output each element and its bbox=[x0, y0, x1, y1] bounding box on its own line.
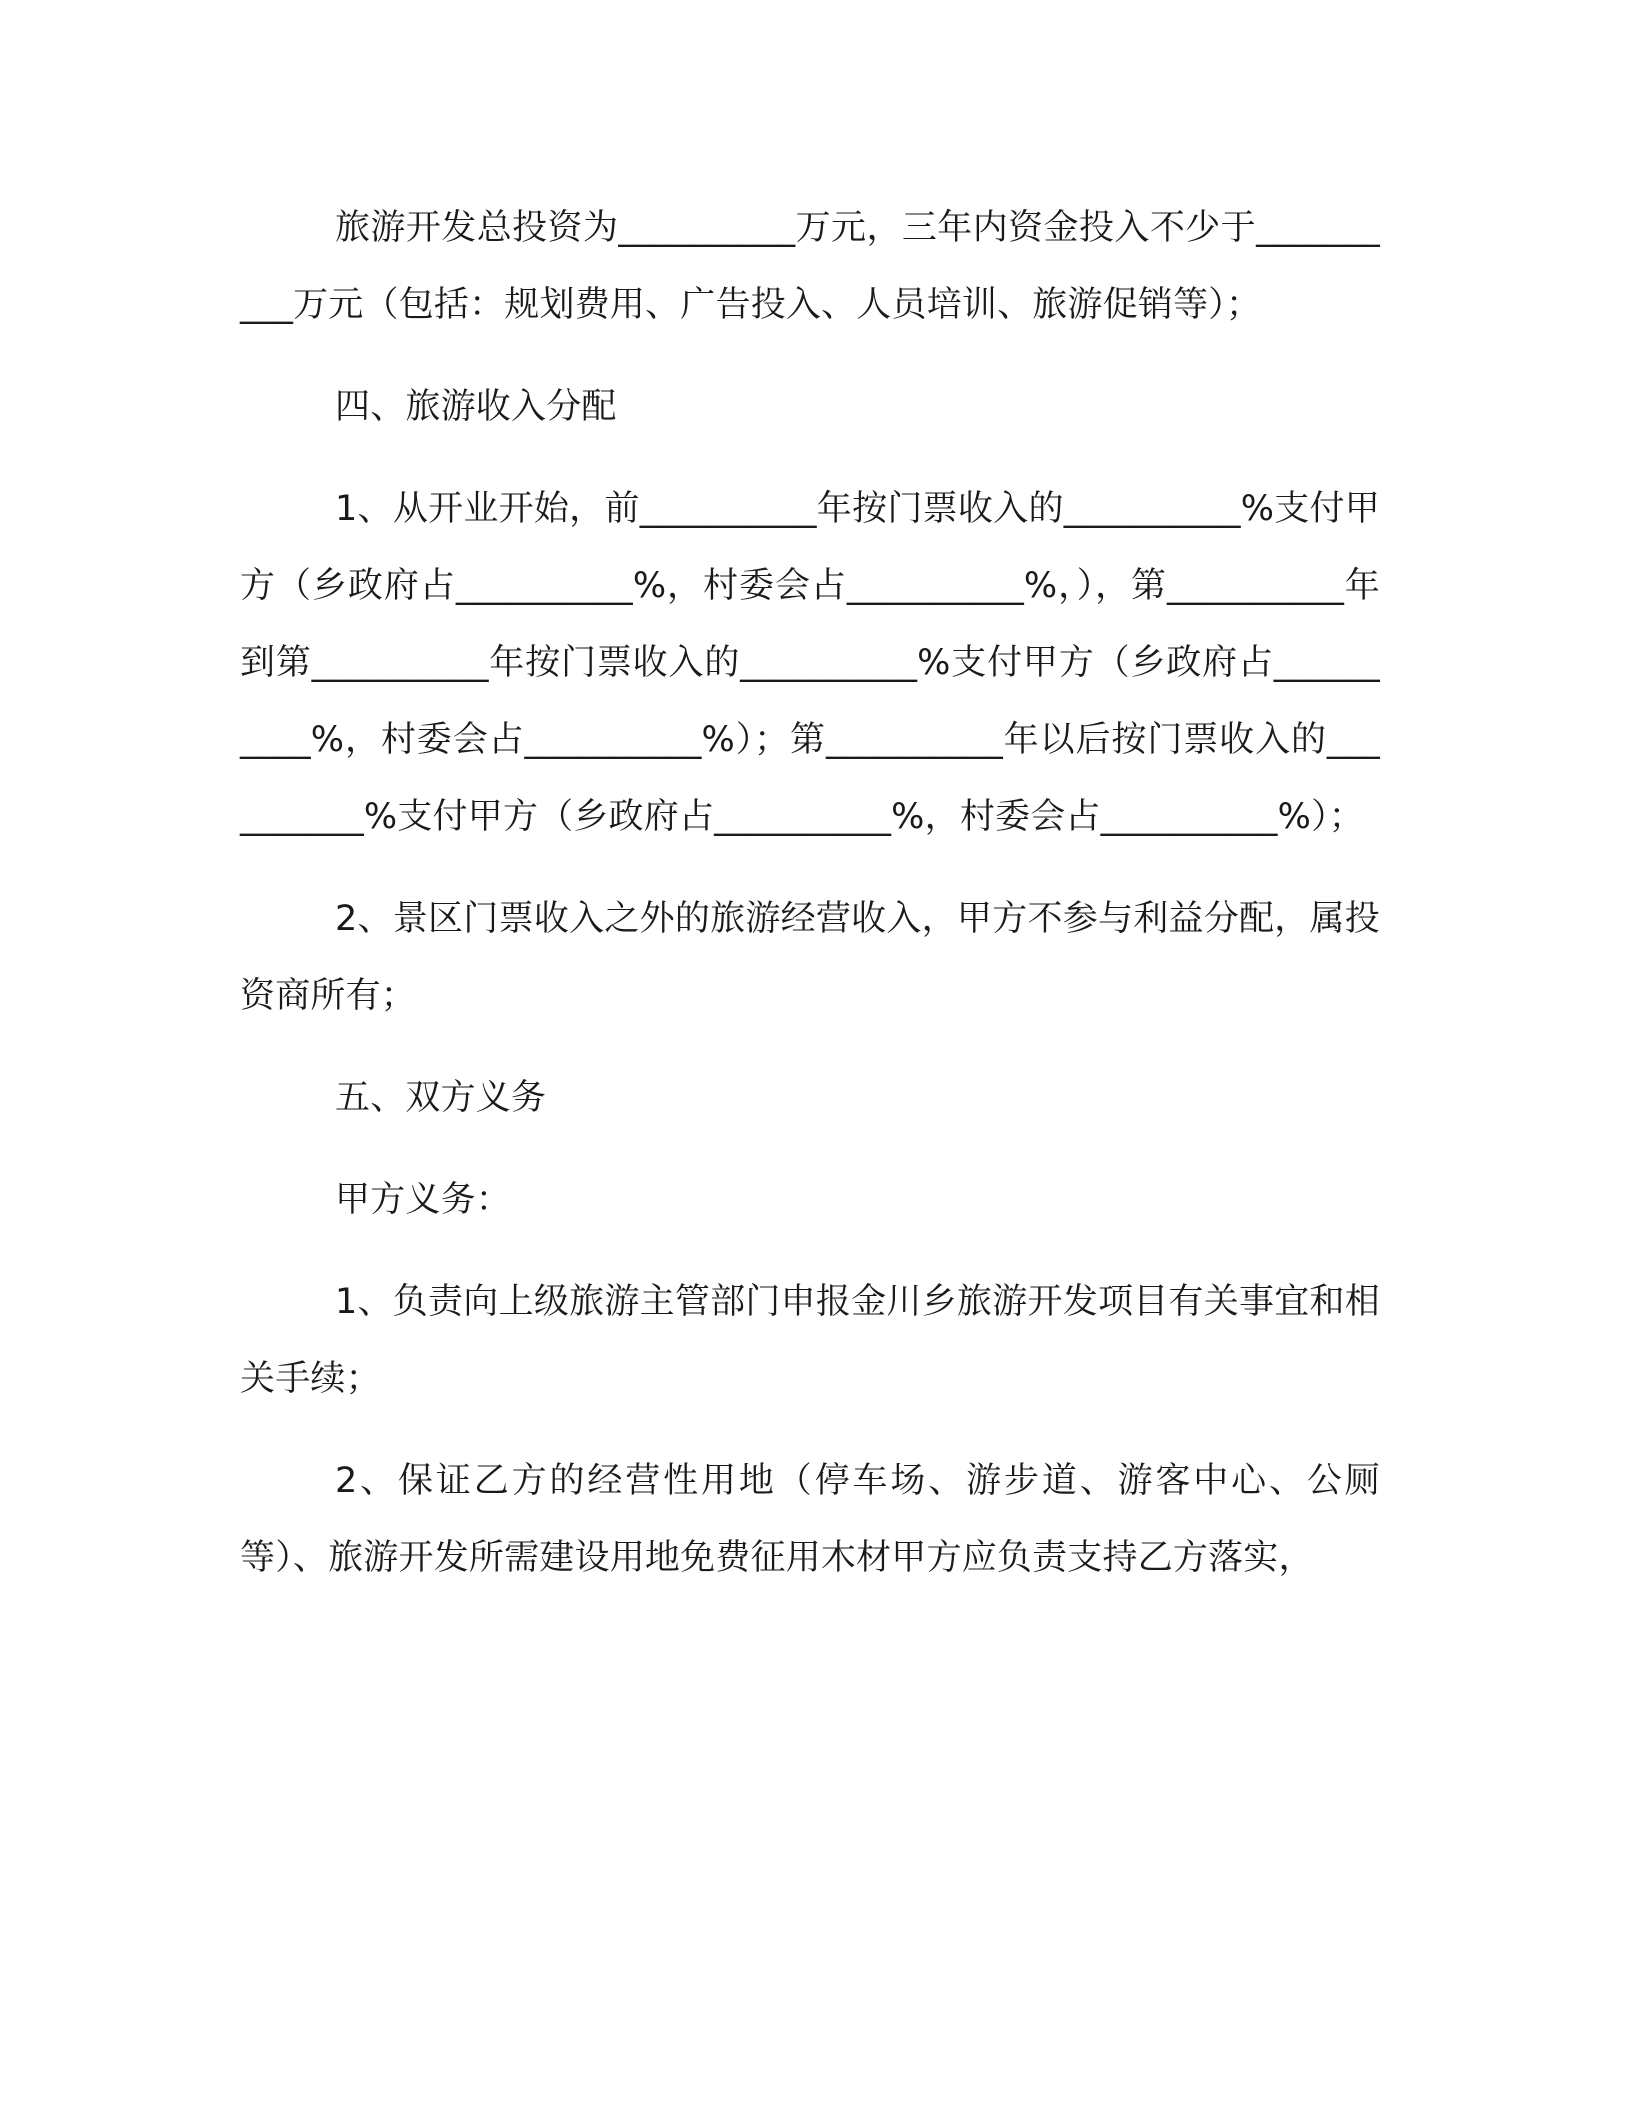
section-heading-revenue-distribution: 四、旅游收入分配 bbox=[335, 387, 617, 427]
subheading-party-a-obligations: 甲方义务： bbox=[335, 1180, 512, 1220]
paragraph-other-revenue: 2、景区门票收入之外的旅游经营收入，甲方不参与利益分配，属投资商所有； bbox=[240, 899, 1380, 1016]
paragraph-investment: 旅游开发总投资为__________万元，三年内资金投入不少于__________万元（包括：规划费用、广告投入、人员培训、旅游促销等）； bbox=[240, 208, 1380, 325]
paragraph-ticket-revenue-share: 1、从开业开始，前__________年按门票收入的__________%支付甲方（乡政府占__________%，村委会占__________%，），第__________年到第__________年按门票收入的__________%支付甲方（乡政府占__________%，村委会占__________%）；第__________年以后按门票收入的__________%支付甲方（乡政府占__________%，村委会占__________%）； bbox=[240, 489, 1380, 837]
paragraph-obligation-2: 2、保证乙方的经营性用地（停车场、游步道、游客中心、公厕等）、旅游开发所需建设用地免费征用木材甲方应负责支持乙方落实， bbox=[240, 1461, 1380, 1578]
section-heading-obligations: 五、双方义务 bbox=[335, 1078, 547, 1118]
document-body bbox=[240, 190, 1380, 1622]
paragraph-obligation-1: 1、负责向上级旅游主管部门申报金川乡旅游开发项目有关事宜和相关手续； bbox=[240, 1282, 1380, 1399]
